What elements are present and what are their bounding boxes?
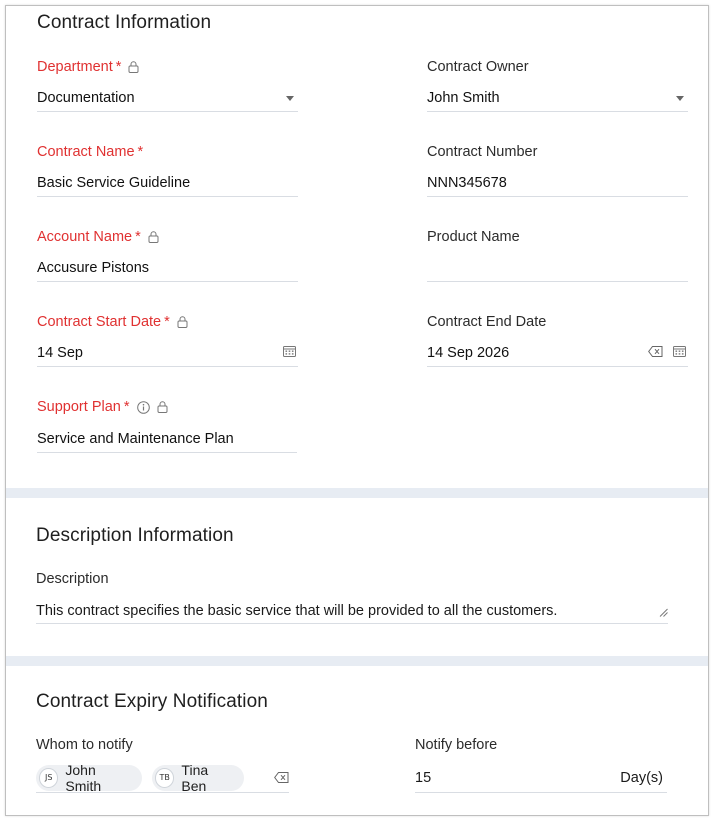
description-info-title: Description Information bbox=[36, 525, 234, 546]
account-name-label: Account Name * bbox=[37, 227, 298, 247]
description-label: Description bbox=[36, 571, 109, 587]
contract-name-label: Contract Name * bbox=[37, 144, 144, 160]
chevron-down-icon[interactable] bbox=[286, 96, 294, 101]
contract-info-title: Contract Information bbox=[37, 12, 212, 33]
account-name-field bbox=[37, 227, 298, 282]
support-plan-label: Support Plan * bbox=[37, 397, 297, 417]
contract-owner-field bbox=[427, 57, 688, 112]
info-icon[interactable] bbox=[137, 401, 150, 414]
expiry-notification-title: Contract Expiry Notification bbox=[36, 691, 268, 712]
recipient-chip[interactable]: TB Tina Ben bbox=[152, 765, 244, 791]
support-plan-input[interactable]: Service and Maintenance Plan bbox=[37, 425, 297, 453]
account-name-input[interactable]: Accusure Pistons bbox=[37, 255, 298, 282]
days-unit: Day(s) bbox=[620, 769, 663, 786]
contract-number-field bbox=[427, 142, 688, 197]
product-name-field bbox=[427, 227, 688, 282]
lock-icon bbox=[157, 401, 168, 413]
lock-icon bbox=[177, 316, 188, 328]
whom-to-notify-input[interactable] bbox=[36, 763, 289, 793]
avatar: TB bbox=[155, 768, 174, 788]
contract-name-input[interactable]: Basic Service Guideline bbox=[37, 170, 298, 197]
notify-before-label: Notify before bbox=[415, 737, 498, 753]
lock-icon bbox=[148, 231, 159, 243]
section-divider bbox=[6, 656, 709, 666]
contract-owner-label: Contract Owner bbox=[427, 59, 529, 75]
clear-icon[interactable] bbox=[648, 345, 663, 361]
support-plan-field bbox=[37, 397, 297, 453]
product-name-label: Product Name bbox=[427, 229, 520, 245]
contract-name-field bbox=[37, 142, 298, 197]
section-divider bbox=[6, 488, 709, 498]
avatar: JS bbox=[39, 768, 58, 788]
notify-before-input[interactable]: 15 Day(s) bbox=[415, 763, 667, 793]
end-date-label: Contract End Date bbox=[427, 314, 547, 330]
department-select[interactable]: Documentation bbox=[37, 85, 298, 112]
contract-owner-select[interactable]: John Smith bbox=[427, 85, 688, 112]
end-date-field bbox=[427, 312, 688, 367]
department-field bbox=[37, 57, 298, 112]
clear-icon[interactable] bbox=[274, 772, 289, 783]
contract-number-input[interactable]: NNN345678 bbox=[427, 170, 688, 197]
end-date-input[interactable]: 14 Sep 2026 bbox=[427, 340, 688, 367]
start-date-field bbox=[37, 312, 298, 367]
contract-form bbox=[5, 5, 709, 816]
product-name-input[interactable] bbox=[427, 255, 688, 282]
start-date-input[interactable]: 14 Sep bbox=[37, 340, 298, 367]
contract-number-label: Contract Number bbox=[427, 144, 538, 160]
department-label: Department * bbox=[37, 57, 298, 77]
lock-icon bbox=[128, 61, 139, 73]
start-date-label: Contract Start Date * bbox=[37, 312, 298, 332]
recipient-chip[interactable]: JS John Smith bbox=[36, 765, 142, 791]
calendar-icon[interactable] bbox=[673, 345, 686, 361]
calendar-icon[interactable] bbox=[283, 345, 296, 361]
whom-to-notify-label: Whom to notify bbox=[36, 737, 133, 753]
resize-handle-icon[interactable] bbox=[659, 605, 668, 621]
description-textarea[interactable]: This contract specifies the basic service that will be provided to all the customers. bbox=[36, 598, 668, 624]
chevron-down-icon[interactable] bbox=[676, 96, 684, 101]
